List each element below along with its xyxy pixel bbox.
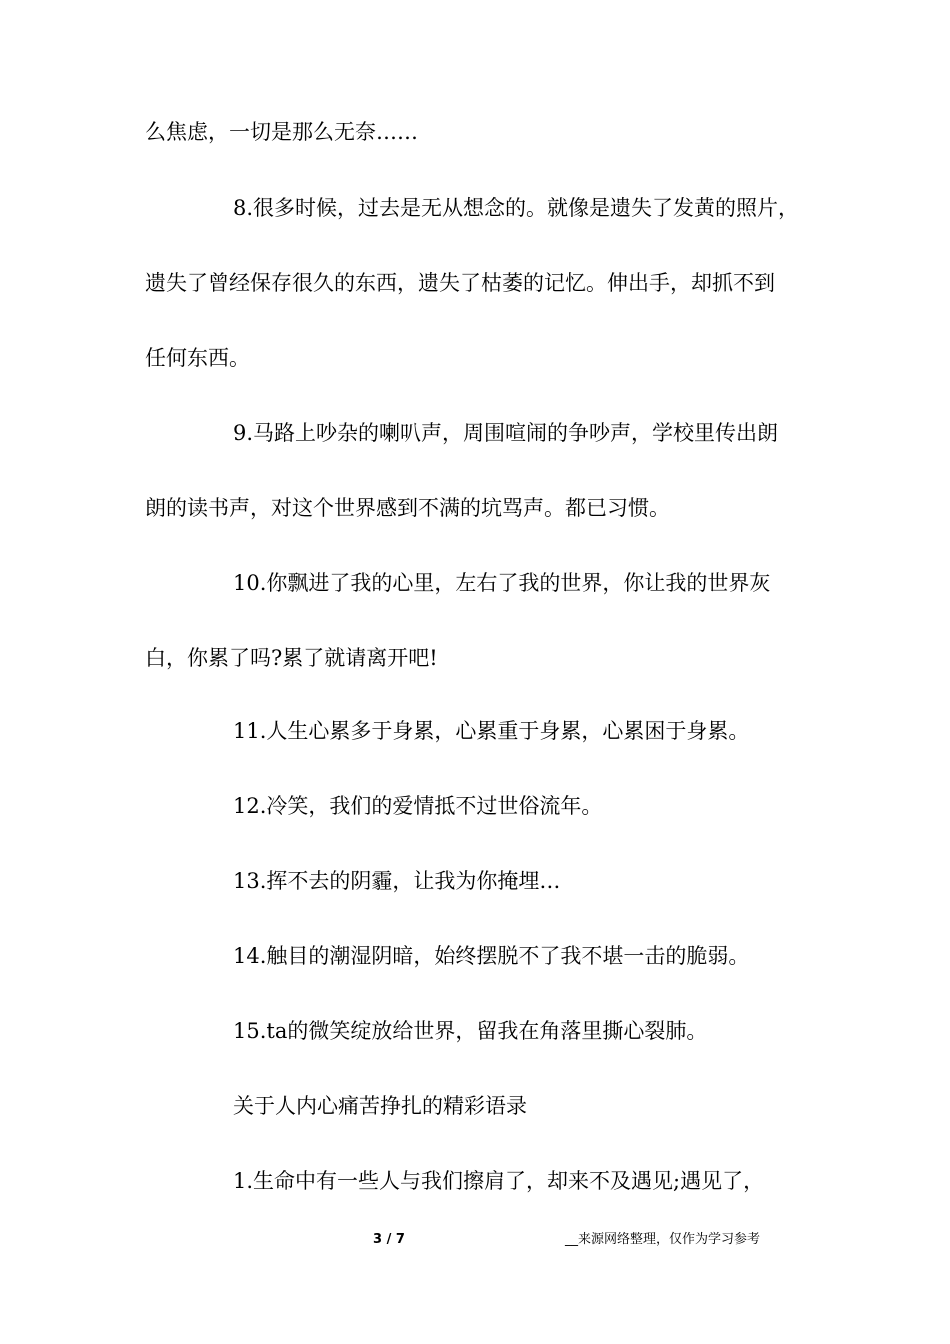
text-line: 遗失了曾经保存很久的东西，遗失了枯萎的记忆。伸出手，却抓不到 (145, 271, 775, 295)
text-line: 12.冷笑，我们的爱情抵不过世俗流年。 (233, 794, 603, 818)
text-line: 10.你飘进了我的心里，左右了我的世界，你让我的世界灰 (233, 571, 771, 595)
text-line: 13.挥不去的阴霾，让我为你掩埋… (233, 869, 561, 893)
text-line: 1.生命中有一些人与我们擦肩了，却来不及遇见;遇见了， (233, 1169, 765, 1193)
text-line: 15.ta的微笑绽放给世界，留我在角落里撕心裂肺。 (233, 1019, 708, 1043)
page-number: 3 / 7 (373, 1232, 405, 1247)
text-line: 14.触目的潮湿阴暗，始终摆脱不了我不堪一击的脆弱。 (233, 944, 750, 968)
text-line: 8.很多时候，过去是无从想念的。就像是遗失了发黄的照片， (233, 196, 800, 220)
text-line: 任何东西。 (145, 346, 250, 370)
section-heading: 关于人内心痛苦挣扎的精彩语录 (233, 1094, 527, 1118)
text-line: 9.马路上吵杂的喇叭声，周围喧闹的争吵声，学校里传出朗 (233, 421, 779, 445)
text-line: 白，你累了吗?累了就请离开吧! (145, 646, 438, 670)
text-line: 11.人生心累多于身累，心累重于身累，心累困于身累。 (233, 719, 750, 743)
text-line: 朗的读书声，对这个世界感到不满的坑骂声。都已习惯。 (145, 496, 670, 520)
text-line: 么焦虑，一切是那么无奈…… (145, 120, 418, 144)
footer-note: __来源网络整理，仅作为学习参考 (565, 1232, 761, 1247)
